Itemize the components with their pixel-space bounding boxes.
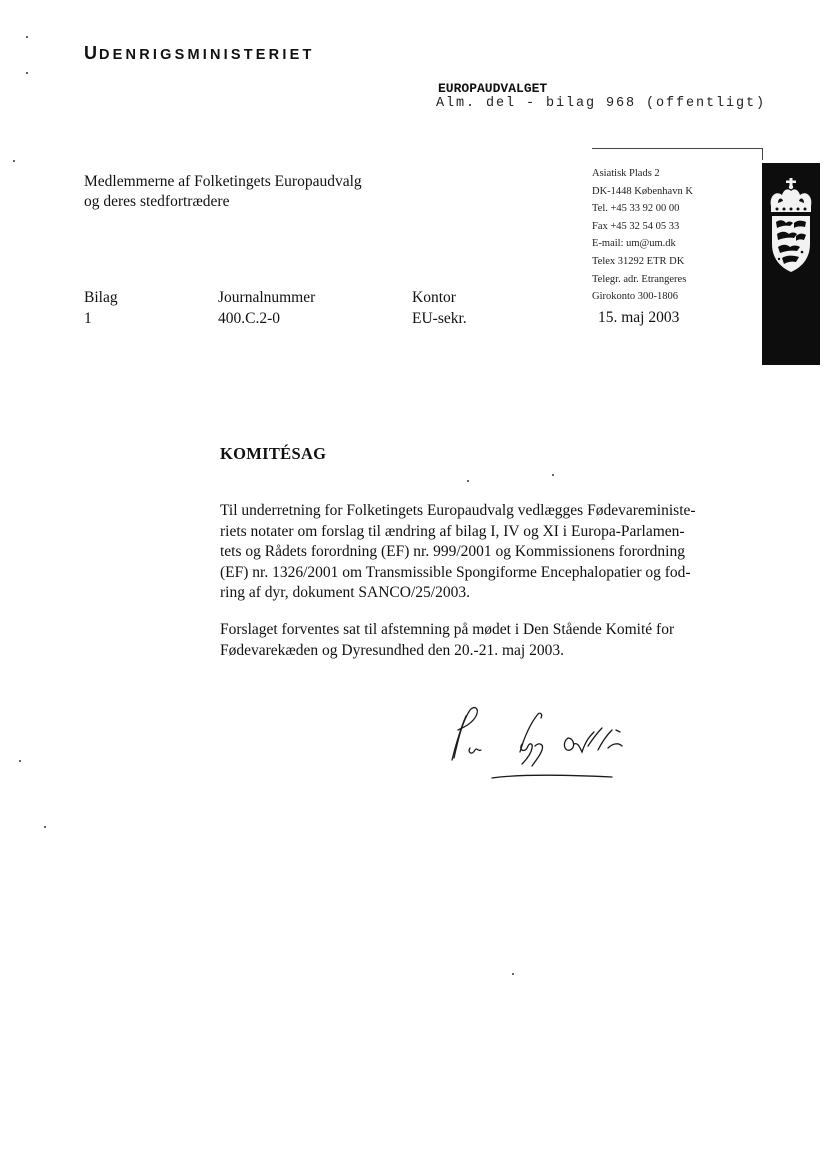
body-line: Forslaget forventes sat til afstemning på mødet i Den Stående Komité for [220, 621, 675, 638]
address-line: Tel. +45 33 92 00 00 [592, 203, 680, 215]
handwritten-signature-icon [440, 700, 660, 795]
address-line: Telex 31292 ETR DK [592, 255, 685, 267]
ministry-name: UDENRIGSMINISTERIET [84, 43, 315, 63]
journal-value: 400.C.2-0 [218, 310, 280, 327]
scan-speck [13, 160, 15, 162]
body-paragraph-1 [220, 501, 765, 604]
body-line: riets notater om forslag til ændring af bilag I, IV og XI i Europa-Parlamen- [220, 522, 685, 540]
address-line: Fax +45 32 54 05 33 [592, 220, 680, 232]
scan-speck [19, 760, 21, 762]
address-line: DK-1448 København K [592, 185, 693, 197]
address-line: Asiatisk Plads 2 [592, 168, 660, 179]
scan-speck [44, 826, 46, 828]
sender-address [592, 165, 693, 306]
body-line: Fødevarekæden og Dyresundhed den 20.-21. maj 2003. [220, 641, 564, 659]
bilag-label: Bilag [84, 289, 118, 306]
kontor-value: EU-sekr. [412, 310, 467, 327]
body-line: Til underretning for Folketingets Europaudvalg vedlægges Fødevareministe- [220, 502, 696, 519]
stamp-reference: Alm. del - bilag 968 (offentligt) [436, 96, 767, 111]
scan-speck [552, 474, 554, 476]
scan-speck [26, 72, 28, 74]
journal-label: Journalnummer [218, 289, 316, 306]
body-paragraph-2 [220, 620, 765, 661]
address-line: E-mail: um@um.dk [592, 238, 676, 250]
address-line: Girokonto 300-1806 [592, 291, 679, 303]
letter-date: 15. maj 2003 [598, 309, 680, 326]
recipient-line: og deres stedfortrædere [84, 193, 230, 210]
document-heading: KOMITÉSAG [220, 444, 327, 463]
recipient-line: Medlemmerne af Folketingets Europaudvalg [84, 173, 362, 190]
kontor-label: Kontor [412, 289, 456, 306]
danish-royal-coat-of-arms-icon [766, 176, 816, 276]
scan-speck [512, 973, 514, 975]
stamp-committee: EUROPAUDVALGET [438, 81, 548, 96]
scan-speck [467, 480, 469, 482]
body-line: (EF) nr. 1326/2001 om Transmissible Spongiforme Encephalopatier og fod- [220, 563, 691, 581]
address-divider [592, 148, 762, 149]
bilag-value: 1 [84, 310, 92, 327]
scan-speck [26, 36, 28, 38]
body-line: tets og Rådets forordning (EF) nr. 999/2001 og Kommissionens forordning [220, 543, 685, 560]
address-line: Telegr. adr. Etrangeres [592, 273, 687, 285]
address-divider-tick [762, 148, 763, 160]
body-line: ring af dyr, dokument SANCO/25/2003. [220, 584, 470, 601]
recipient-block [84, 172, 362, 212]
